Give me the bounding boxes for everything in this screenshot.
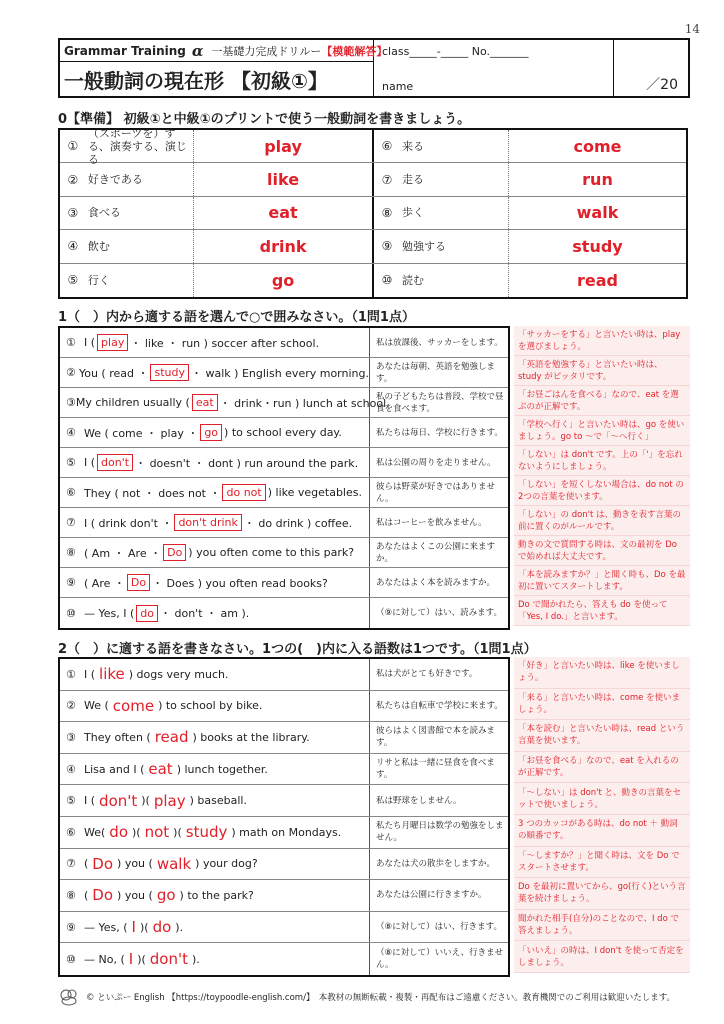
explanation-note: 「学校へ行く」と言いたい時は、go を使いましょう。go to ～で「～へ行く」 (514, 416, 690, 446)
question-sentence (60, 568, 370, 597)
japanese-translation: 私はコーヒーを飲みません。 (376, 517, 487, 528)
japanese-translation: 彼らはよく図書館で本を読みます。 (376, 726, 496, 749)
question-number: ③ (66, 730, 76, 744)
written-answer: study (185, 823, 228, 842)
question-sentence (60, 754, 370, 785)
sentence-text: They ( not ・ does not ・ (84, 486, 221, 500)
sentence-text: ( (84, 888, 89, 902)
question-row (60, 880, 508, 912)
circled-answer: do (136, 605, 158, 622)
verb-pair-left (60, 197, 374, 229)
circled-answer: don't drink (174, 514, 241, 531)
question-sentence (60, 538, 370, 567)
japanese-translation: 私は放課後、サッカーをします。 (376, 337, 503, 348)
item-number: ③ (67, 205, 79, 220)
question-row (60, 754, 508, 786)
sentence-text: ・ drink・run ) lunch at school. (219, 396, 390, 410)
circled-answer: eat (192, 394, 218, 411)
section0-grid (58, 128, 688, 299)
sentence-text: I ( (84, 456, 96, 469)
question-sentence (60, 328, 370, 357)
section2-notes (514, 657, 690, 973)
section0-title: 0【準備】 初級①と中級①のプリントで使う一般動詞を書きましょう。 (58, 112, 471, 127)
question-row (60, 817, 508, 849)
written-answer: do (152, 918, 172, 937)
question-sentence (60, 388, 390, 417)
written-answer: Do (92, 854, 114, 873)
question-number: ① (66, 336, 76, 349)
circled-answer: play (97, 334, 128, 351)
question-sentence (60, 912, 370, 943)
explanation-note: 「好き」と言いたい時は、like を使いましょう。 (514, 657, 690, 689)
question-sentence (60, 659, 370, 690)
written-answer: Do (92, 886, 114, 905)
sentence-text: ・ do drink ) coffee. (243, 516, 353, 530)
sentence-text: We ( (84, 699, 109, 713)
item-number: ⑦ (381, 172, 393, 187)
sentence-text: )( (132, 825, 141, 839)
sentence-text: ) to school every day. (224, 426, 342, 439)
japanese-translation: （⑧に対して）はい、行きます。 (376, 922, 502, 933)
question-sentence (60, 880, 370, 911)
japanese-translation: 私たちは毎日、学校に行きます。 (376, 427, 503, 438)
name-field: name (382, 80, 414, 93)
explanation-note: 「～しない」は don't と、動きの言葉をセットで使いましょう。 (514, 783, 690, 815)
header-row-top (60, 40, 388, 62)
question-sentence (60, 478, 370, 507)
item-number: ② (67, 172, 79, 187)
explanation-note: Do を最初に置いてから、go(行く)という言葉を続けましょう。 (514, 878, 690, 910)
sentence-text: ) you ( (117, 857, 153, 871)
japanese-translation: あなたは毎朝、英語を勉強します。 (376, 361, 496, 384)
explanation-note: 「お昼ごはんを食べる」なので、eat を選ぶのが正解です。 (514, 386, 690, 416)
question-sentence (60, 943, 370, 975)
sentence-text: ( (84, 857, 89, 871)
explanation-note: 「しない」の don't は、動きを表す言葉の前に置くのがルールです。 (514, 506, 690, 536)
question-sentence (60, 508, 370, 537)
question-row (60, 659, 508, 691)
score-box (614, 40, 688, 96)
japanese-meaning: 食べる (87, 206, 121, 220)
item-number: ⑨ (381, 239, 393, 254)
english-verb: go (193, 264, 372, 297)
item-number: ⑤ (67, 273, 79, 288)
question-sentence (60, 598, 370, 628)
written-answer: don't (149, 950, 188, 969)
written-answer: do (109, 823, 128, 842)
question-number: ① (66, 667, 76, 681)
sentence-text: ・ like ・ run ) soccer after school. (130, 336, 320, 350)
section1-title: 1（ ）内から適する語を選んで○で囲みなさい。（1問1点） (58, 310, 415, 325)
sentence-text: I ( (84, 667, 96, 681)
sentence-text: They often ( (84, 730, 151, 744)
question-sentence (60, 418, 370, 447)
sentence-text: ) your dog? (195, 857, 258, 871)
written-answer: go (156, 886, 176, 905)
question-row (60, 328, 508, 358)
sentence-text: ). (192, 952, 200, 966)
verb-pair-right (374, 230, 686, 262)
sentence-text: I ( (84, 794, 96, 808)
japanese-meaning: 行く (87, 273, 110, 287)
sentence-text: ) dogs very much. (128, 667, 229, 681)
sentence-text: You ( read ・ (78, 366, 149, 380)
verb-row (60, 264, 686, 297)
sentence-text: ) you ( (117, 888, 153, 902)
question-number: ⑩ (66, 952, 76, 966)
japanese-meaning: 走る (402, 173, 424, 187)
question-number: ② (66, 699, 76, 713)
verb-pair-right (374, 264, 686, 297)
verb-pair-left (60, 264, 374, 297)
question-number: ⑧ (66, 546, 76, 559)
title-english: Grammar Training (64, 43, 186, 58)
question-row (60, 943, 508, 975)
written-answer: play (153, 791, 186, 810)
question-row (60, 478, 508, 508)
verb-row (60, 230, 686, 263)
question-row (60, 418, 508, 448)
written-answer: I (131, 918, 136, 937)
japanese-translation: あなたはよくこの公園に来ますか。 (376, 541, 496, 564)
subtitle: 一基礎力完成ドリルー (211, 44, 322, 58)
english-verb: come (508, 130, 686, 162)
question-row (60, 448, 508, 478)
sentence-text: ・ don't ・ am ). (160, 607, 250, 620)
sentence-text: — Yes, ( (84, 920, 128, 934)
english-verb: run (508, 163, 686, 195)
section2-title: 2（ ）に適する語を書きなさい。1つの( )内に入る語数は1つです。（1問1点） (58, 642, 537, 657)
circled-answer: study (150, 364, 189, 381)
sentence-text: )( (173, 825, 182, 839)
sentence-text: ) baseball. (189, 794, 247, 808)
english-verb: drink (193, 230, 372, 262)
sentence-text: ) math on Mondays. (231, 825, 342, 839)
sentence-text: ・ doesn't ・ dont ) run around the park. (135, 456, 359, 470)
japanese-translation: 私たち月曜日は数学の勉強をしません。 (376, 821, 504, 844)
japanese-translation: リサと私は一緒に昼食を食べます。 (376, 758, 495, 781)
question-row (60, 912, 508, 944)
question-sentence (60, 358, 370, 387)
item-number: ⑧ (381, 205, 393, 220)
explanation-note: 「サッカーをする」と言いたい時は、play を選びましょう。 (514, 326, 690, 356)
sentence-text: ) to school by bike. (158, 699, 263, 713)
score-total: ／20 (646, 77, 678, 93)
question-sentence (60, 691, 370, 722)
explanation-note: 「本を読む」と言いたい時は、read という言葉を使います。 (514, 720, 690, 752)
english-verb: eat (193, 197, 372, 229)
japanese-meaning: （スポーツを）する、演奏する、演じる (87, 126, 187, 166)
question-number: ④ (66, 426, 76, 439)
worksheet-header (58, 38, 690, 98)
japanese-meaning: 飲む (87, 239, 110, 253)
question-row (60, 785, 508, 817)
japanese-translation: （⑨に対して）はい、読みます。 (376, 608, 502, 618)
explanation-note: 「いいえ」の時は、I don't を使って否定をしましょう。 (514, 941, 690, 973)
japanese-translation: 私の子どもたちは普段、学校で昼食を食べます。 (376, 391, 504, 414)
japanese-translation: 彼らは野菜が好きではありません。 (376, 481, 496, 504)
written-answer: like (99, 665, 125, 684)
japanese-translation: 私たちは自転車で学校に来ます。 (376, 700, 503, 711)
sentence-text: — Yes, I ( (84, 606, 135, 620)
alpha-symbol: α (191, 41, 204, 60)
explanation-note: 3 つのカッコがある時は、do not ＋ 動詞の順番です。 (514, 815, 690, 847)
japanese-translation: 私は公園の周りを走りません。 (376, 457, 496, 468)
item-number: ① (67, 139, 79, 154)
question-row (60, 358, 508, 388)
japanese-meaning: 来る (402, 139, 424, 153)
written-answer: don't (99, 791, 138, 810)
sentence-text: ) you often come to this park? (188, 546, 355, 559)
question-row (60, 849, 508, 881)
explanation-note: 「お昼を食べる」なので、eat を入れるのが正解です。 (514, 752, 690, 784)
sentence-text: ( Am ・ Are ・ (84, 546, 162, 560)
sentence-text: )( (141, 794, 150, 808)
question-row (60, 538, 508, 568)
question-number: ⑤ (66, 456, 76, 469)
sentence-text: My children usually ( (75, 396, 190, 409)
sentence-text: I ( drink don't ・ (84, 516, 173, 530)
question-sentence (60, 849, 370, 880)
english-verb: walk (508, 197, 686, 229)
japanese-meaning: 読む (402, 273, 424, 287)
title-japanese: 一般動詞の現在形 【初級①】 (64, 68, 328, 93)
japanese-translation: あなたはよく本を読みますか。 (376, 577, 496, 588)
verb-pair-left (60, 163, 374, 195)
japanese-translation: あなたは犬の散歩をしますか。 (376, 858, 496, 869)
japanese-meaning: 勉強する (402, 239, 446, 253)
english-verb: play (193, 130, 372, 162)
question-row (60, 568, 508, 598)
english-verb: read (508, 264, 686, 297)
written-answer: read (154, 728, 189, 747)
question-number: ⑨ (66, 576, 76, 589)
sentence-text: ) books at the library. (192, 730, 310, 744)
circled-answer: Do (163, 544, 186, 561)
footer (58, 988, 698, 1006)
circled-answer: do not (222, 484, 265, 501)
header-title-area (60, 40, 388, 96)
japanese-meaning: 好きである (87, 173, 143, 187)
verb-row (60, 197, 686, 230)
question-row (60, 598, 508, 628)
item-number: ⑥ (381, 139, 393, 154)
circled-answer: don't (97, 454, 133, 471)
japanese-translation: （⑧に対して）いいえ、行きません。 (376, 948, 504, 971)
answer-tag: 【模範解答】 (321, 44, 388, 58)
question-number: ④ (66, 762, 76, 776)
explanation-note: 「本を読みますか？」と聞く時も、Do を最初に置いてスタートします。 (514, 566, 690, 596)
question-row (60, 508, 508, 538)
verb-pair-right (374, 197, 686, 229)
sentence-text: We( (84, 825, 106, 839)
sentence-text: — No, ( (84, 952, 125, 966)
question-sentence (60, 448, 370, 477)
verb-row (60, 163, 686, 196)
written-answer: I (128, 950, 134, 969)
written-answer: not (144, 823, 170, 842)
question-number: ③ (66, 396, 76, 409)
question-number: ⑦ (66, 516, 76, 529)
circled-answer: Do (127, 574, 150, 591)
japanese-translation: 私は野球をしません。 (376, 795, 462, 806)
question-sentence (60, 722, 370, 753)
verb-pair-left (60, 126, 374, 166)
question-number: ⑥ (66, 486, 76, 499)
section1-notes (514, 326, 690, 626)
sentence-text: ). (175, 920, 184, 934)
explanation-note: Do で聞かれたら、答えも do を使って「Yes, I do.」と言います。 (514, 596, 690, 626)
explanation-note: 動きの文で質問する時は、文の最初を Do で始めれば大丈夫です。 (514, 536, 690, 566)
section1-table (58, 326, 510, 630)
sentence-text: ) like vegetables. (267, 486, 362, 499)
page-number: 14 (684, 22, 700, 36)
written-answer: come (112, 696, 155, 715)
circled-answer: go (200, 424, 222, 441)
sentence-text: ・ walk ) English every morning. (191, 366, 369, 380)
question-number: ⑦ (66, 857, 76, 871)
english-verb: like (193, 163, 372, 195)
item-number: ④ (67, 239, 79, 254)
sentence-text: Lisa and I ( (84, 762, 145, 776)
written-answer: walk (156, 854, 192, 873)
explanation-note: 「しない」を短くしない場合は、do not の2つの言葉を使います。 (514, 476, 690, 506)
explanation-note: 「しない」は don't です。上の「'」を忘れないようにしましょう。 (514, 446, 690, 476)
explanation-note: 「来る」と言いたい時は、come を使いましょう。 (514, 689, 690, 721)
item-number: ⑩ (381, 273, 393, 288)
verb-pair-left (60, 230, 374, 262)
written-answer: eat (148, 760, 173, 779)
footer-text: © といぷー English 【https://toypoodle-english.com/】 本教材の無断転載・複製・再配布はご遠慮ください。教育機関でのご利用は歓迎いたします。 (86, 993, 676, 1003)
question-number: ⑥ (66, 825, 76, 839)
question-number: ② (66, 366, 76, 379)
explanation-note: 「英語を勉強する」と言いたい時は、study がピッタリです。 (514, 356, 690, 386)
student-info (374, 40, 614, 96)
sentence-text: )( (137, 952, 146, 966)
sentence-text: ) to the park? (179, 888, 254, 902)
english-verb: study (508, 230, 686, 262)
japanese-translation: あなたは公園に行きますか。 (376, 890, 487, 901)
question-number: ⑤ (66, 794, 76, 808)
question-row (60, 722, 508, 754)
japanese-meaning: 歩く (402, 206, 424, 220)
question-number: ⑨ (66, 920, 76, 934)
question-sentence (60, 817, 370, 848)
question-row (60, 691, 508, 723)
sentence-text: )( (139, 920, 149, 934)
sentence-text: ・ Does ) you often read books? (152, 576, 328, 590)
question-sentence (60, 785, 370, 816)
sentence-text: I ( (84, 336, 96, 349)
section2-table (58, 657, 510, 977)
class-field: class_____-_____ No._______ (382, 45, 529, 58)
question-number: ⑩ (66, 606, 76, 620)
explanation-note: 「～しますか？」と聞く時は、文を Do でスタートさせます。 (514, 847, 690, 879)
verb-row (60, 126, 686, 166)
sentence-text: We ( come ・ play ・ (84, 426, 199, 440)
explanation-note: 聞かれた相手(自分)のことなので、I do で答えましょう。 (514, 910, 690, 942)
japanese-translation: 私は犬がとても好きです。 (376, 669, 478, 680)
question-number: ⑧ (66, 888, 76, 902)
poodle-logo-icon (58, 988, 80, 1006)
verb-pair-right (374, 130, 686, 162)
question-row (60, 388, 508, 418)
sentence-text: ) lunch together. (176, 762, 268, 776)
verb-pair-right (374, 163, 686, 195)
sentence-text: ( Are ・ (84, 576, 125, 590)
